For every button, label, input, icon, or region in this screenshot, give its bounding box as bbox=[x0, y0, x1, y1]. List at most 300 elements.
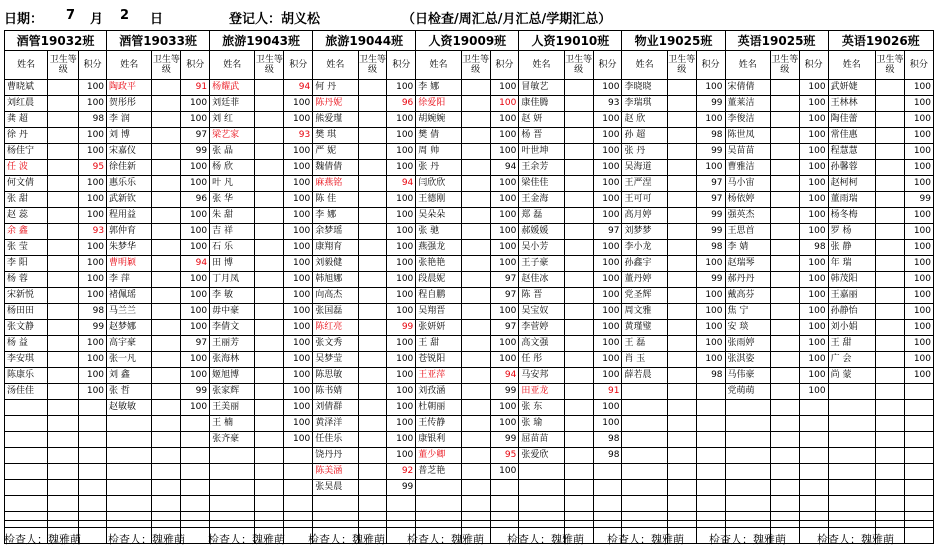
score-cell: 100 bbox=[79, 144, 107, 160]
student-name-cell: 朱 甜 bbox=[210, 208, 255, 224]
hygiene-level-cell bbox=[667, 288, 696, 304]
score-cell bbox=[904, 448, 933, 464]
score-cell bbox=[284, 464, 313, 480]
score-cell: 100 bbox=[904, 304, 933, 320]
score-cell: 100 bbox=[799, 112, 828, 128]
score-cell bbox=[593, 480, 622, 496]
student-name-cell bbox=[725, 480, 770, 496]
hygiene-level-cell bbox=[152, 144, 181, 160]
hygiene-level-cell bbox=[667, 192, 696, 208]
score-cell bbox=[79, 400, 107, 416]
hygiene-level-cell bbox=[461, 352, 490, 368]
score-cell: 100 bbox=[490, 464, 519, 480]
hygiene-level-cell bbox=[152, 352, 181, 368]
student-name-cell: 韩茂阳 bbox=[828, 272, 875, 288]
name-header: 姓名 bbox=[5, 51, 48, 80]
hygiene-level-cell bbox=[152, 336, 181, 352]
student-name-cell: 李安琪 bbox=[5, 352, 48, 368]
hygiene-level-cell bbox=[564, 480, 593, 496]
student-name-cell: 戴高芬 bbox=[725, 288, 770, 304]
score-cell: 100 bbox=[490, 256, 519, 272]
score-cell: 100 bbox=[490, 416, 519, 432]
checker-label: 检查人：魏雅萌 bbox=[108, 533, 185, 546]
hygiene-level-cell bbox=[461, 288, 490, 304]
score-cell: 100 bbox=[904, 160, 933, 176]
student-name-cell: 杨田田 bbox=[5, 304, 48, 320]
score-cell: 100 bbox=[904, 288, 933, 304]
hygiene-level-cell bbox=[770, 480, 799, 496]
hygiene-level-cell bbox=[48, 432, 79, 448]
checker-label: 检查人：魏雅萌 bbox=[208, 533, 285, 546]
score-cell: 100 bbox=[490, 208, 519, 224]
hygiene-level-cell bbox=[255, 176, 284, 192]
hygiene-level-header: 卫生等级 bbox=[358, 51, 387, 80]
student-name-cell: 屈苗苗 bbox=[519, 432, 564, 448]
score-cell: 100 bbox=[490, 192, 519, 208]
score-cell: 100 bbox=[799, 160, 828, 176]
student-name-cell: 张昊晨 bbox=[313, 480, 358, 496]
student-name-cell: 张 甜 bbox=[5, 192, 48, 208]
hygiene-level-cell bbox=[461, 384, 490, 400]
student-name-cell bbox=[725, 432, 770, 448]
table-row bbox=[5, 272, 934, 288]
student-name-cell: 段晨妮 bbox=[416, 272, 461, 288]
score-cell bbox=[181, 416, 210, 432]
student-name-cell: 武妍婕 bbox=[828, 80, 875, 96]
score-cell: 100 bbox=[181, 352, 210, 368]
student-name-cell: 孙鑫宇 bbox=[622, 256, 667, 272]
table-row bbox=[5, 352, 934, 368]
hygiene-level-cell bbox=[876, 464, 905, 480]
hygiene-level-cell bbox=[667, 112, 696, 128]
student-name-cell: 刘廷菲 bbox=[210, 96, 255, 112]
student-name-cell: 杨佳宁 bbox=[5, 144, 48, 160]
hygiene-level-cell bbox=[564, 224, 593, 240]
student-name-cell bbox=[5, 496, 48, 512]
student-name-cell: 冒敏艺 bbox=[519, 80, 564, 96]
hygiene-level-cell bbox=[876, 400, 905, 416]
hygiene-level-cell bbox=[358, 96, 387, 112]
student-name-cell: 安 琰 bbox=[725, 320, 770, 336]
student-name-cell: 赵佳冰 bbox=[519, 272, 564, 288]
student-name-cell: 董雨瑞 bbox=[828, 192, 875, 208]
student-name-cell: 郭仲育 bbox=[107, 224, 152, 240]
student-name-cell: 吴朵朵 bbox=[416, 208, 461, 224]
table-row bbox=[5, 112, 934, 128]
name-header: 姓名 bbox=[519, 51, 564, 80]
student-name-cell: 闫欣欣 bbox=[416, 176, 461, 192]
checker-label: 检查人：魏雅萌 bbox=[4, 533, 81, 546]
hygiene-level-cell bbox=[255, 272, 284, 288]
student-name-cell: 王美丽 bbox=[210, 400, 255, 416]
hygiene-level-cell bbox=[358, 224, 387, 240]
student-name-cell: 周文雅 bbox=[622, 304, 667, 320]
student-name-cell: 贺彤彤 bbox=[107, 96, 152, 112]
score-cell: 100 bbox=[904, 128, 933, 144]
score-cell: 100 bbox=[284, 240, 313, 256]
score-cell: 100 bbox=[181, 368, 210, 384]
hygiene-level-cell bbox=[255, 208, 284, 224]
score-cell: 100 bbox=[387, 208, 416, 224]
score-cell: 100 bbox=[904, 112, 933, 128]
hygiene-level-cell bbox=[255, 304, 284, 320]
student-name-cell: 董丹婷 bbox=[622, 272, 667, 288]
hygiene-level-cell bbox=[564, 288, 593, 304]
hygiene-level-cell bbox=[358, 352, 387, 368]
hygiene-level-cell bbox=[461, 112, 490, 128]
score-cell: 100 bbox=[799, 96, 828, 112]
student-name-cell bbox=[107, 496, 152, 512]
score-cell: 100 bbox=[284, 96, 313, 112]
hygiene-level-cell bbox=[461, 336, 490, 352]
hygiene-level-cell bbox=[152, 432, 181, 448]
hygiene-level-cell bbox=[770, 368, 799, 384]
hygiene-level-cell bbox=[667, 448, 696, 464]
hygiene-level-cell bbox=[48, 416, 79, 432]
table-row bbox=[5, 448, 934, 464]
score-cell: 100 bbox=[904, 240, 933, 256]
hygiene-level-cell bbox=[255, 384, 284, 400]
table-row bbox=[5, 256, 934, 272]
score-cell: 100 bbox=[904, 224, 933, 240]
table-row bbox=[5, 160, 934, 176]
score-cell: 100 bbox=[79, 256, 107, 272]
hygiene-level-cell bbox=[358, 192, 387, 208]
hygiene-level-cell bbox=[770, 224, 799, 240]
student-name-cell: 麻燕铭 bbox=[313, 176, 358, 192]
student-name-cell: 杨 蓉 bbox=[5, 272, 48, 288]
hygiene-level-cell bbox=[358, 240, 387, 256]
hygiene-level-cell bbox=[48, 144, 79, 160]
score-cell: 100 bbox=[593, 240, 622, 256]
student-name-cell bbox=[416, 496, 461, 512]
score-cell: 100 bbox=[799, 368, 828, 384]
student-name-cell: 徐佳新 bbox=[107, 160, 152, 176]
hygiene-level-cell bbox=[876, 336, 905, 352]
score-cell: 100 bbox=[181, 160, 210, 176]
score-cell: 98 bbox=[79, 112, 107, 128]
hygiene-level-cell bbox=[358, 496, 387, 512]
score-cell: 97 bbox=[696, 192, 725, 208]
hygiene-level-cell bbox=[48, 112, 79, 128]
score-cell: 100 bbox=[490, 224, 519, 240]
score-cell bbox=[904, 432, 933, 448]
hygiene-level-cell bbox=[876, 304, 905, 320]
hygiene-level-cell bbox=[48, 480, 79, 496]
student-name-cell: 程用益 bbox=[107, 208, 152, 224]
score-cell: 100 bbox=[284, 272, 313, 288]
student-name-cell bbox=[622, 400, 667, 416]
hygiene-level-cell bbox=[255, 368, 284, 384]
score-cell: 96 bbox=[181, 192, 210, 208]
score-cell bbox=[79, 496, 107, 512]
score-cell: 97 bbox=[181, 128, 210, 144]
student-name-cell bbox=[5, 400, 48, 416]
score-cell: 100 bbox=[79, 384, 107, 400]
student-name-cell bbox=[416, 480, 461, 496]
table-row bbox=[5, 416, 934, 432]
table-row bbox=[5, 80, 934, 96]
hygiene-level-header: 卫生等级 bbox=[564, 51, 593, 80]
hygiene-level-cell bbox=[152, 416, 181, 432]
hygiene-level-cell bbox=[667, 160, 696, 176]
score-cell: 94 bbox=[181, 256, 210, 272]
hygiene-level-cell bbox=[48, 400, 79, 416]
hygiene-level-cell bbox=[358, 288, 387, 304]
score-cell: 100 bbox=[284, 352, 313, 368]
score-cell bbox=[79, 480, 107, 496]
hygiene-level-cell bbox=[770, 464, 799, 480]
class-title: 物业19025班 bbox=[622, 31, 725, 51]
hygiene-level-cell bbox=[876, 112, 905, 128]
hygiene-level-cell bbox=[48, 224, 79, 240]
student-name-cell: 党萌萌 bbox=[725, 384, 770, 400]
hygiene-level-cell bbox=[48, 192, 79, 208]
student-name-cell bbox=[828, 384, 875, 400]
hygiene-level-cell bbox=[770, 304, 799, 320]
score-cell bbox=[79, 464, 107, 480]
student-name-cell: 曹雅洁 bbox=[725, 160, 770, 176]
student-name-cell: 熊爱瑾 bbox=[313, 112, 358, 128]
student-name-cell bbox=[5, 480, 48, 496]
hygiene-level-cell bbox=[358, 272, 387, 288]
student-name-cell: 韩旭娜 bbox=[313, 272, 358, 288]
checker-label: 检查人：魏雅萌 bbox=[709, 533, 786, 546]
date-label: 日期： bbox=[4, 12, 44, 27]
hygiene-level-cell bbox=[152, 208, 181, 224]
student-name-cell: 严 妮 bbox=[313, 144, 358, 160]
score-cell: 95 bbox=[79, 160, 107, 176]
hygiene-level-cell bbox=[667, 176, 696, 192]
score-cell bbox=[799, 400, 828, 416]
hygiene-level-cell bbox=[564, 160, 593, 176]
hygiene-level-cell bbox=[876, 368, 905, 384]
student-name-cell: 王严涅 bbox=[622, 176, 667, 192]
score-cell: 100 bbox=[79, 352, 107, 368]
hygiene-level-cell bbox=[152, 400, 181, 416]
hygiene-level-cell bbox=[152, 480, 181, 496]
student-name-cell: 刘小娟 bbox=[828, 320, 875, 336]
score-header: 积分 bbox=[696, 51, 725, 80]
student-name-cell: 何 丹 bbox=[313, 80, 358, 96]
hygiene-level-cell bbox=[770, 288, 799, 304]
hygiene-level-cell bbox=[255, 112, 284, 128]
score-cell: 94 bbox=[490, 368, 519, 384]
student-name-cell: 苍锐阳 bbox=[416, 352, 461, 368]
hygiene-level-cell bbox=[667, 256, 696, 272]
hygiene-level-cell bbox=[255, 80, 284, 96]
student-name-cell: 余梦瑶 bbox=[313, 224, 358, 240]
checker-label: 检查人：魏雅萌 bbox=[407, 533, 484, 546]
score-cell: 100 bbox=[696, 80, 725, 96]
hygiene-level-cell bbox=[461, 496, 490, 512]
hygiene-level-cell bbox=[461, 480, 490, 496]
score-cell: 100 bbox=[593, 144, 622, 160]
name-header: 姓名 bbox=[107, 51, 152, 80]
student-name-cell: 李 敏 bbox=[210, 288, 255, 304]
student-name-cell: 徐爱阳 bbox=[416, 96, 461, 112]
hygiene-level-cell bbox=[564, 272, 593, 288]
student-name-cell: 丁月凤 bbox=[210, 272, 255, 288]
student-name-cell: 陈书婧 bbox=[313, 384, 358, 400]
hygiene-level-cell bbox=[152, 320, 181, 336]
student-name-cell: 高月婷 bbox=[622, 208, 667, 224]
hygiene-level-cell bbox=[255, 464, 284, 480]
score-cell: 100 bbox=[593, 192, 622, 208]
score-cell: 97 bbox=[490, 288, 519, 304]
table-row bbox=[5, 96, 934, 112]
student-name-cell: 张文静 bbox=[5, 320, 48, 336]
hygiene-level-header: 卫生等级 bbox=[152, 51, 181, 80]
hygiene-level-cell bbox=[564, 80, 593, 96]
student-name-cell: 张 莹 bbox=[5, 240, 48, 256]
score-cell: 100 bbox=[593, 256, 622, 272]
student-name-cell: 康翔育 bbox=[313, 240, 358, 256]
hygiene-level-cell bbox=[770, 272, 799, 288]
hygiene-level-cell bbox=[152, 256, 181, 272]
hygiene-level-cell bbox=[564, 240, 593, 256]
student-name-cell: 罗 杨 bbox=[828, 224, 875, 240]
score-cell: 97 bbox=[181, 336, 210, 352]
hygiene-level-cell bbox=[770, 160, 799, 176]
student-name-cell: 褚佩瑶 bbox=[107, 288, 152, 304]
hygiene-level-cell bbox=[48, 80, 79, 96]
hygiene-level-cell bbox=[876, 96, 905, 112]
score-cell: 100 bbox=[181, 208, 210, 224]
student-name-cell: 李倩文 bbox=[210, 320, 255, 336]
student-name-cell: 刘 博 bbox=[107, 128, 152, 144]
hygiene-level-cell bbox=[152, 128, 181, 144]
student-name-cell: 孙馨蓉 bbox=[828, 160, 875, 176]
student-name-cell: 张家辉 bbox=[210, 384, 255, 400]
student-name-cell: 张艳艳 bbox=[416, 256, 461, 272]
name-header: 姓名 bbox=[725, 51, 770, 80]
student-name-cell: 马安邦 bbox=[519, 368, 564, 384]
table-row bbox=[5, 208, 934, 224]
student-name-cell: 吴梦莹 bbox=[313, 352, 358, 368]
score-cell: 100 bbox=[284, 160, 313, 176]
student-name-cell: 赵 欣 bbox=[622, 112, 667, 128]
hygiene-level-cell bbox=[48, 304, 79, 320]
hygiene-level-cell bbox=[667, 96, 696, 112]
hygiene-level-cell bbox=[48, 176, 79, 192]
hygiene-level-cell bbox=[255, 448, 284, 464]
student-name-cell: 李菅婷 bbox=[519, 320, 564, 336]
score-cell: 100 bbox=[284, 432, 313, 448]
student-name-cell: 张妍妍 bbox=[416, 320, 461, 336]
hygiene-level-cell bbox=[564, 304, 593, 320]
student-name-cell: 强英杰 bbox=[725, 208, 770, 224]
hygiene-level-cell bbox=[770, 384, 799, 400]
student-name-cell: 郝媛媛 bbox=[519, 224, 564, 240]
score-cell: 98 bbox=[593, 448, 622, 464]
student-name-cell bbox=[210, 496, 255, 512]
hygiene-level-cell bbox=[461, 464, 490, 480]
hygiene-level-cell bbox=[461, 320, 490, 336]
student-name-cell: 叶 凡 bbox=[210, 176, 255, 192]
hygiene-level-cell bbox=[770, 496, 799, 512]
hygiene-level-cell bbox=[564, 384, 593, 400]
student-name-cell: 徐 丹 bbox=[5, 128, 48, 144]
student-name-cell: 吴宝奴 bbox=[519, 304, 564, 320]
score-cell bbox=[181, 480, 210, 496]
hygiene-level-cell bbox=[461, 304, 490, 320]
student-name-cell: 任佳乐 bbox=[313, 432, 358, 448]
hygiene-level-cell bbox=[564, 496, 593, 512]
score-cell: 100 bbox=[904, 256, 933, 272]
score-cell: 100 bbox=[799, 144, 828, 160]
table-row bbox=[5, 240, 934, 256]
student-name-cell: 任 彤 bbox=[519, 352, 564, 368]
hygiene-level-cell bbox=[461, 160, 490, 176]
hygiene-level-cell bbox=[461, 208, 490, 224]
student-name-cell: 张 丹 bbox=[622, 144, 667, 160]
hygiene-level-cell bbox=[461, 128, 490, 144]
student-name-cell: 叶世坤 bbox=[519, 144, 564, 160]
student-name-cell bbox=[519, 464, 564, 480]
student-name-cell: 刘毅健 bbox=[313, 256, 358, 272]
score-cell: 100 bbox=[904, 96, 933, 112]
student-name-cell: 陈丹妮 bbox=[313, 96, 358, 112]
hygiene-level-cell bbox=[770, 400, 799, 416]
score-header: 积分 bbox=[79, 51, 107, 80]
score-cell bbox=[904, 496, 933, 512]
class-title: 英语19026班 bbox=[828, 31, 933, 51]
score-cell: 100 bbox=[79, 208, 107, 224]
student-name-cell: 刘红晨 bbox=[5, 96, 48, 112]
student-name-cell: 李 润 bbox=[107, 112, 152, 128]
score-cell: 100 bbox=[799, 176, 828, 192]
student-name-cell: 尚 蒙 bbox=[828, 368, 875, 384]
score-cell: 100 bbox=[284, 224, 313, 240]
hygiene-level-cell bbox=[152, 464, 181, 480]
hygiene-level-cell bbox=[876, 160, 905, 176]
hygiene-level-cell bbox=[667, 400, 696, 416]
hygiene-level-cell bbox=[461, 400, 490, 416]
student-name-cell bbox=[210, 480, 255, 496]
hygiene-level-cell bbox=[48, 496, 79, 512]
score-cell: 100 bbox=[181, 272, 210, 288]
hygiene-level-cell bbox=[876, 208, 905, 224]
score-cell: 96 bbox=[387, 96, 416, 112]
score-table bbox=[4, 30, 934, 544]
hygiene-level-cell bbox=[876, 384, 905, 400]
score-cell: 100 bbox=[696, 304, 725, 320]
hygiene-level-cell bbox=[564, 352, 593, 368]
hygiene-level-cell bbox=[667, 208, 696, 224]
score-cell bbox=[181, 448, 210, 464]
hygiene-level-cell bbox=[564, 368, 593, 384]
student-name-cell: 宋新悦 bbox=[5, 288, 48, 304]
score-cell: 97 bbox=[490, 272, 519, 288]
student-name-cell: 李 萍 bbox=[107, 272, 152, 288]
student-name-cell bbox=[519, 496, 564, 512]
hygiene-level-cell bbox=[564, 96, 593, 112]
hygiene-level-cell bbox=[876, 224, 905, 240]
student-name-cell: 王思首 bbox=[725, 224, 770, 240]
student-name-cell: 杨 益 bbox=[5, 336, 48, 352]
student-name-cell: 吴海道 bbox=[622, 160, 667, 176]
student-name-cell: 张淇姿 bbox=[725, 352, 770, 368]
student-name-cell: 陶政平 bbox=[107, 80, 152, 96]
score-cell: 100 bbox=[284, 304, 313, 320]
hygiene-level-cell bbox=[667, 352, 696, 368]
hygiene-level-cell bbox=[461, 240, 490, 256]
student-name-cell: 黄瑾璧 bbox=[622, 320, 667, 336]
student-name-cell: 姬旭博 bbox=[210, 368, 255, 384]
score-cell: 99 bbox=[490, 432, 519, 448]
hygiene-level-cell bbox=[564, 400, 593, 416]
